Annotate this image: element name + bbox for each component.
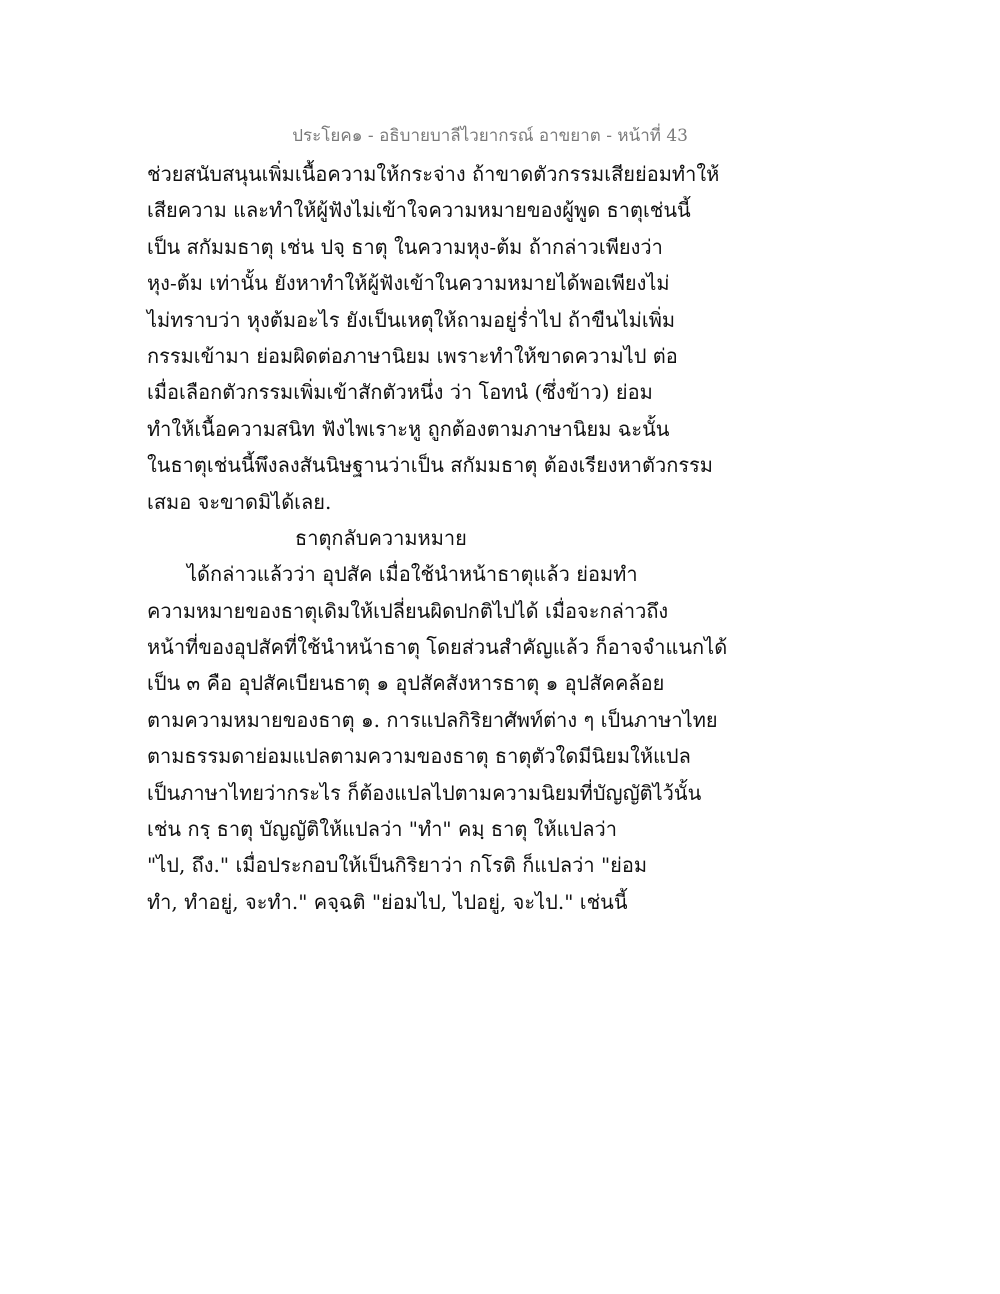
text-line: กรรมเข้ามา ย่อมผิดต่อภาษานิยม เพราะทำให้ขาดความไป ต่อ [147,343,678,368]
text-line: ความหมายของธาตุเดิมให้เปลี่ยนผิดปกติไปได้ เมื่อจะกล่าวถึง [147,598,669,623]
paragraph-first-line: ได้กล่าวแล้วว่า อุปสัค เมื่อใช้นำหน้าธาตุแล้ว ย่อมทำ [187,562,638,587]
text-line: "ไป, ถึง." เมื่อประกอบให้เป็นกิริยาว่า กโรติ ก็แปลว่า "ย่อม [147,853,648,878]
text-line: เช่น กรฺ ธาตุ บัญญัติให้แปลว่า "ทำ" คมฺ ธาตุ ให้แปลว่า [147,817,617,842]
text-line: ตามธรรมดาย่อมแปลตามความของธาตุ ธาตุตัวใดมีนิยมให้แปล [147,744,691,769]
text-line: หน้าที่ของอุปสัคที่ใช้นำหน้าธาตุ โดยส่วนสำคัญแล้ว ก็อาจจำแนกได้ [147,635,728,660]
section-heading: ธาตุกลับความหมาย [295,525,467,550]
text-line: ไม่ทราบว่า หุงต้มอะไร ยังเป็นเหตุให้ถามอยู่ร่ำไป ถ้าขืนไม่เพิ่ม [147,307,676,332]
text-line: ในธาตุเช่นนี้พึงลงสันนิษฐานว่าเป็น สกัมมธาตุ ต้องเรียงหาตัวกรรม [147,453,713,478]
text-line: เสียความ และทำให้ผู้ฟังไม่เข้าใจความหมายของผู้พูด ธาตุเช่นนี้ [147,198,691,223]
text-line: ทำให้เนื้อความสนิท ฟังไพเราะหู ถูกต้องตามภาษานิยม ฉะนั้น [147,416,670,441]
text-line: ตามความหมายของธาตุ ๑. การแปลกิริยาศัพท์ต่าง ๆ เป็นภาษาไทย [147,707,718,732]
text-line: เมื่อเลือกตัวกรรมเพิ่มเข้าสักตัวหนึ่ง ว่า โอทนํ (ซึ่งข้าว) ย่อม [147,380,653,405]
text-line: เสมอ จะขาดมิได้เลย. [147,489,332,514]
text-line: ทำ, ทำอยู่, จะทำ." คจฺฉติ "ย่อมไป, ไปอยู่, จะไป." เช่นนี้ [147,889,628,914]
text-line: ช่วยสนับสนุนเพิ่มเนื้อความให้กระจ่าง ถ้าขาดตัวกรรมเสียย่อมทำให้ [147,162,720,186]
text-line: หุง-ต้ม เท่านั้น ยังหาทำให้ผู้ฟังเข้าในความหมายได้พอเพียงไม่ [147,271,670,296]
text-line: เป็น สกัมมธาตุ เช่น ปจฺ ธาตุ ในความหุง-ต้ม ถ้ากล่าวเพียงว่า [147,234,663,259]
running-header: ประโยค๑ - อธิบายบาลีไวยากรณ์ อาขยาต - หน้าที่ 43 [292,126,688,146]
body-text [147,156,728,920]
text-line: เป็นภาษาไทยว่ากระไร ก็ต้องแปลไปตามความนิยมที่บัญญัติไว้นั้น [147,780,702,805]
text-line: เป็น ๓ คือ อุปสัคเบียนธาตุ ๑ อุปสัคสังหารธาตุ ๑ อุปสัคคล้อย [147,671,665,696]
